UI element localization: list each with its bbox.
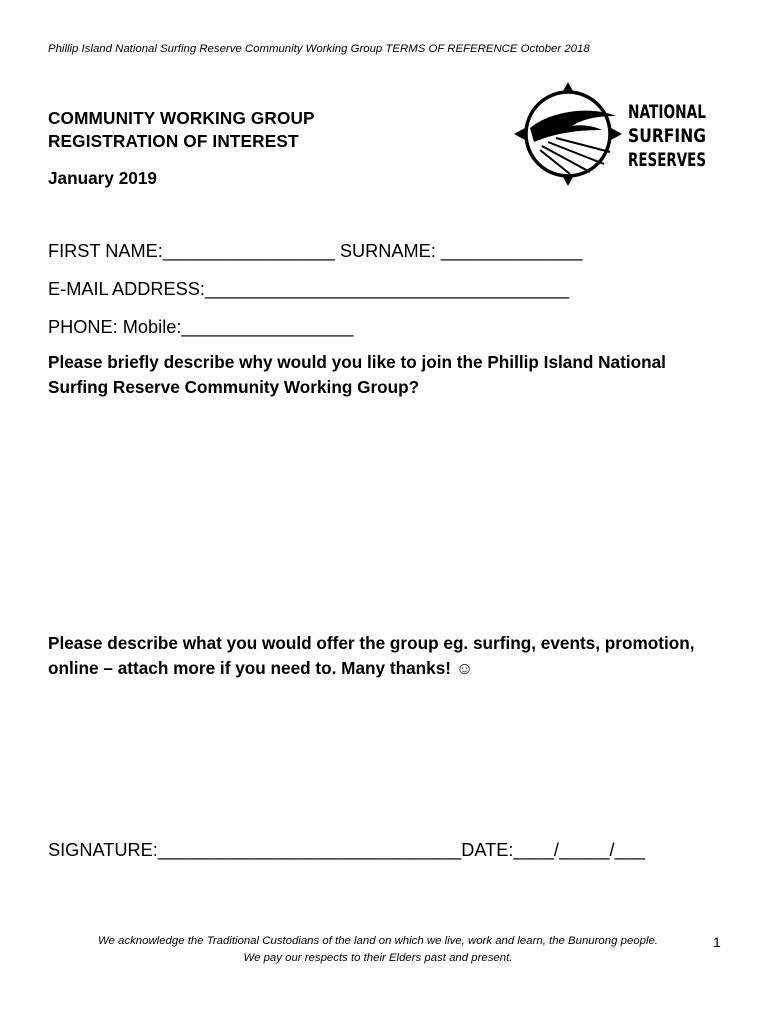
logo-text-line-3: RESERVES: [628, 149, 706, 171]
form-title-line-1: COMMUNITY WORKING GROUP: [48, 108, 315, 128]
signature-date-field[interactable]: SIGNATURE:______________________________DATE:____/_____/___: [48, 840, 645, 860]
form-title-line-2: REGISTRATION OF INTEREST: [48, 131, 299, 151]
form-date: January 2019: [48, 168, 157, 188]
compass-wave-icon: [512, 80, 712, 188]
page-number: 1: [713, 934, 721, 950]
question-why-join: Please briefly describe why would you like to join the Phillip Island National Surfing Reserve Community Working Group?: [48, 352, 666, 397]
email-field[interactable]: E-MAIL ADDRESS:____________________________________: [48, 279, 570, 299]
acknowledgement-footer: [48, 933, 708, 967]
running-header: Phillip Island National Surfing Reserve Community Working Group TERMS OF REFERENCE October 2018: [48, 43, 590, 55]
national-surfing-reserves-logo: [512, 80, 712, 188]
acknowledgement-line-1: We acknowledge the Traditional Custodians of the land on which we live, work and learn, the Bunurong people.: [98, 935, 658, 947]
logo-text-line-1: NATIONAL: [628, 101, 706, 123]
logo-text-line-2: SURFING: [628, 125, 706, 147]
question-what-offer: Please describe what you would offer the group eg. surfing, events, promotion, online – attach more if you need to. Many thanks! ☺: [48, 633, 695, 678]
acknowledgement-line-2: We pay our respects to their Elders past and present.: [243, 952, 513, 964]
name-fields[interactable]: FIRST NAME:_________________ SURNAME: ______________: [48, 241, 583, 261]
phone-field[interactable]: PHONE: Mobile:_________________: [48, 317, 354, 337]
